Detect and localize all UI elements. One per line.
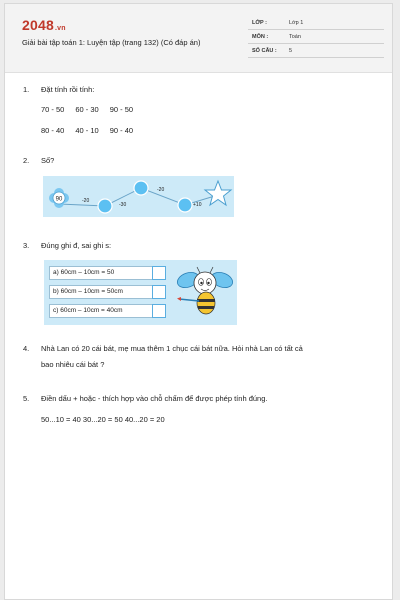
question-number: 2.	[23, 156, 30, 165]
expression: 90 - 50	[109, 105, 134, 114]
meta-value: 5	[289, 48, 293, 54]
op-label-1: -20	[82, 198, 90, 204]
start-value: 90	[55, 196, 63, 203]
blank-circle-1	[98, 199, 112, 213]
meta-key: LỚP :	[252, 20, 267, 26]
question-number: 5.	[23, 394, 30, 403]
statement-c: c) 60cm – 10cm = 40cm	[49, 304, 164, 318]
op-label-3: -20	[157, 187, 165, 193]
question-text: Đúng ghi đ, sai ghi s:	[41, 241, 112, 250]
logo-suffix: .vn	[54, 25, 66, 32]
answer-box-a[interactable]	[152, 266, 166, 280]
number-chain-figure	[43, 176, 234, 217]
answer-box-c[interactable]	[152, 304, 166, 318]
worksheet-page	[4, 3, 393, 600]
expression: 90 - 40	[109, 126, 134, 135]
expression: 80 - 40	[41, 126, 65, 135]
question-number: 1.	[23, 85, 30, 94]
q5-expressions: 50...10 = 40 30...20 = 50 40...20 = 20	[41, 415, 165, 424]
q1-row-1	[41, 105, 144, 114]
page-title: Giải bài tập toán 1: Luyện tập (trang 132) (Có đáp án)	[22, 38, 201, 47]
true-false-panel	[44, 260, 237, 325]
question-text: Điền dấu + hoặc - thích hợp vào chỗ chấm để được phép tính đúng.	[41, 394, 268, 403]
statement-a: a) 60cm – 10cm = 50	[49, 266, 164, 280]
logo-text: 2048	[22, 17, 54, 33]
blank-circle-3	[178, 198, 192, 212]
question-number: 3.	[23, 241, 30, 250]
q1-row-2	[41, 126, 144, 135]
statement-b: b) 60cm – 10cm = 50cm	[49, 285, 164, 299]
site-logo[interactable]	[22, 17, 66, 33]
meta-value: Toán	[289, 34, 301, 40]
worksheet-header	[5, 4, 392, 73]
meta-value: Lớp 1	[289, 20, 304, 26]
answer-box-b[interactable]	[152, 285, 166, 299]
question-number: 4.	[23, 344, 30, 353]
blank-circle-2	[134, 181, 148, 195]
meta-key: SỐ CÂU :	[252, 48, 277, 54]
expression: 60 - 30	[75, 105, 99, 114]
expression: 40 - 10	[75, 126, 99, 135]
question-text: Đặt tính rồi tính:	[41, 85, 95, 94]
op-label-2: -30	[119, 202, 127, 208]
meta-count-row	[248, 46, 384, 58]
op-label-4: +10	[193, 202, 202, 208]
question-text: Nhà Lan có 20 cái bát, mẹ mua thêm 1 chục cái bát nữa. Hỏi nhà Lan có tất cả	[41, 344, 303, 353]
star-icon	[205, 181, 231, 205]
question-4-continued: bao nhiêu cái bát ?	[41, 360, 105, 369]
meta-subject-row	[248, 32, 384, 44]
question-text: Số?	[41, 156, 55, 165]
number-chain-svg	[43, 176, 234, 217]
meta-key: MÔN :	[252, 34, 269, 40]
meta-class-row	[248, 18, 384, 30]
expression: 70 - 50	[41, 105, 65, 114]
bee-cartoon-icon	[175, 263, 235, 321]
